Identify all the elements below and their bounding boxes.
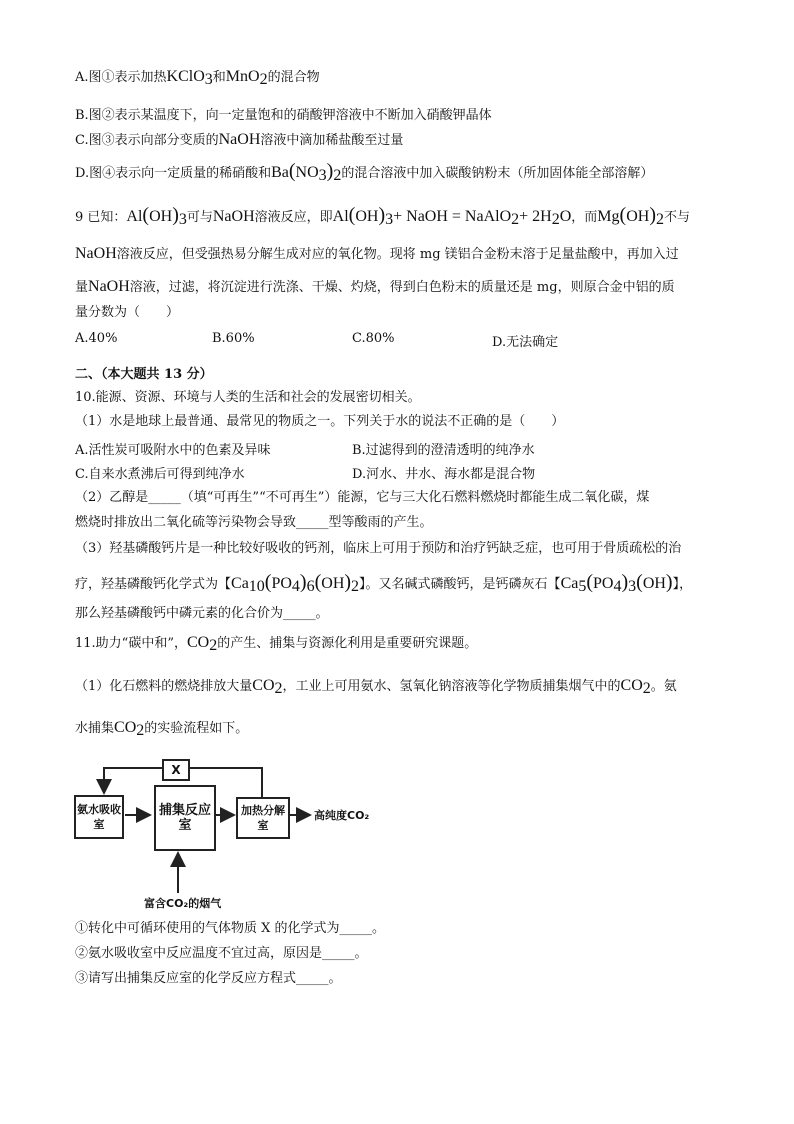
q9-option-b: B.60%	[212, 331, 255, 346]
q9-line-1: 9 已知：$Al(OH)_3$可与NaOH溶液反应，即$Al(OH)_3+$ NaOH = NaAlO$_2$+ $2H_2O$，而$Mg(OH)_2$不与	[75, 204, 690, 228]
q9-line-4: 量分数为（ ）	[75, 305, 180, 320]
input-flue-gas: 富含CO₂的烟气	[144, 897, 222, 910]
q10-part-2-line-2: 燃烧时排放出二氧化硫等污染物会导致_____型等酸雨的产生。	[75, 515, 433, 530]
q10-part-3-line-1: （3）羟基磷酸钙片是一种比较好吸收的钙剂，临床上可用于预防和治疗钙缺乏症，也可用于骨质疏松的治	[75, 541, 682, 556]
q10-option-b: B.过滤得到的澄清透明的纯净水	[352, 443, 535, 458]
q8-option-d: D.图④表示向一定质量的稀硝酸和$Ba(NO_3)_2$的混合溶液中加入碳酸钠粉末（所加固体能全部溶解）	[75, 160, 654, 184]
q11-sub-2: ②氨水吸收室中反应温度不宜过高，原因是_____。	[75, 946, 368, 961]
q10-part-1: （1）水是地球上最普通、最常见的物质之一。下列关于水的说法不正确的是（ ）	[75, 414, 565, 429]
q11-part-1-line-1: （1）化石燃料的燃烧排放大量$CO_2$，工业上可用氨水、氢氧化钠溶液等化学物质捕集烟气中的$CO_2$。氨	[75, 677, 677, 697]
q8-option-b: B.图②表示某温度下，向一定量饱和的硝酸钾溶液中不断加入硝酸钾晶体	[75, 108, 492, 123]
q9-line-3: 量NaOH溶液，过滤，将沉淀进行洗涤、干燥、灼烧，得到白色粉末的质量还是 mg，则原合金中铝的质	[75, 278, 675, 295]
q10-intro: 10.能源、资源、环境与人类的生活和社会的发展密切相关。	[75, 390, 421, 405]
q8-option-c: C.图③表示向部分变质的NaOH溶液中滴加稀盐酸至过量	[75, 131, 404, 148]
q10-option-c: C.自来水煮沸后可得到纯净水	[75, 467, 245, 482]
q9-option-a: A.40%	[75, 331, 118, 346]
ammonia-absorption-chamber: 氨水吸收室	[74, 795, 124, 839]
q10-part-2-line-1: （2）乙醇是_____（填“可再生”“不可再生”）能源，它与三大化石燃料燃烧时都能生成二氧化碳，煤	[75, 490, 650, 505]
q10-option-a: A.活性炭可吸附水中的色素及异味	[75, 443, 271, 458]
q8-option-a: A.图①表示加热KClO$_3$和MnO$_2$的混合物	[75, 68, 320, 88]
q11-part-1-line-2: 水捕集$CO_2$的实验流程如下。	[75, 719, 249, 739]
ammonia-capture-flow-diagram	[72, 755, 382, 915]
q11-intro: 11.助力“碳中和”，$CO_2$的产生、捕集与资源化利用是重要研究课题。	[75, 634, 478, 654]
capture-reaction-chamber: 捕集反应室	[154, 785, 216, 851]
q9-line-2: NaOH溶液反应，但受强热易分解生成对应的氧化物。现将 mg 镁铝合金粉末溶于足量盐酸中，再加入过	[75, 245, 679, 262]
q10-part-3-line-3: 那么羟基磷酸钙中磷元素的化合价为_____。	[75, 606, 329, 621]
x-box: X	[162, 759, 190, 781]
section-2-heading: 二、（本大题共 13 分）	[75, 367, 213, 382]
q11-sub-3: ③请写出捕集反应室的化学反应方程式_____。	[75, 971, 342, 986]
q9-option-d: D.无法确定	[492, 335, 559, 350]
q10-option-d: D.河水、井水、海水都是混合物	[352, 467, 536, 482]
output-high-purity-co2: 高纯度CO₂	[314, 809, 370, 822]
heating-decomposition-chamber: 加热分解室	[236, 797, 290, 839]
q10-part-3-line-2: 疗，羟基磷酸钙化学式为【$Ca_{10}(PO_4)_6(OH)_2$】。又名碱式磷酸钙，是钙磷灰石【$Ca_5(PO_4)_3(OH)$】，	[75, 571, 693, 595]
q9-option-c: C.80%	[352, 331, 395, 346]
q11-sub-1: ①转化中可循环使用的气体物质 X 的化学式为_____。	[75, 921, 386, 936]
